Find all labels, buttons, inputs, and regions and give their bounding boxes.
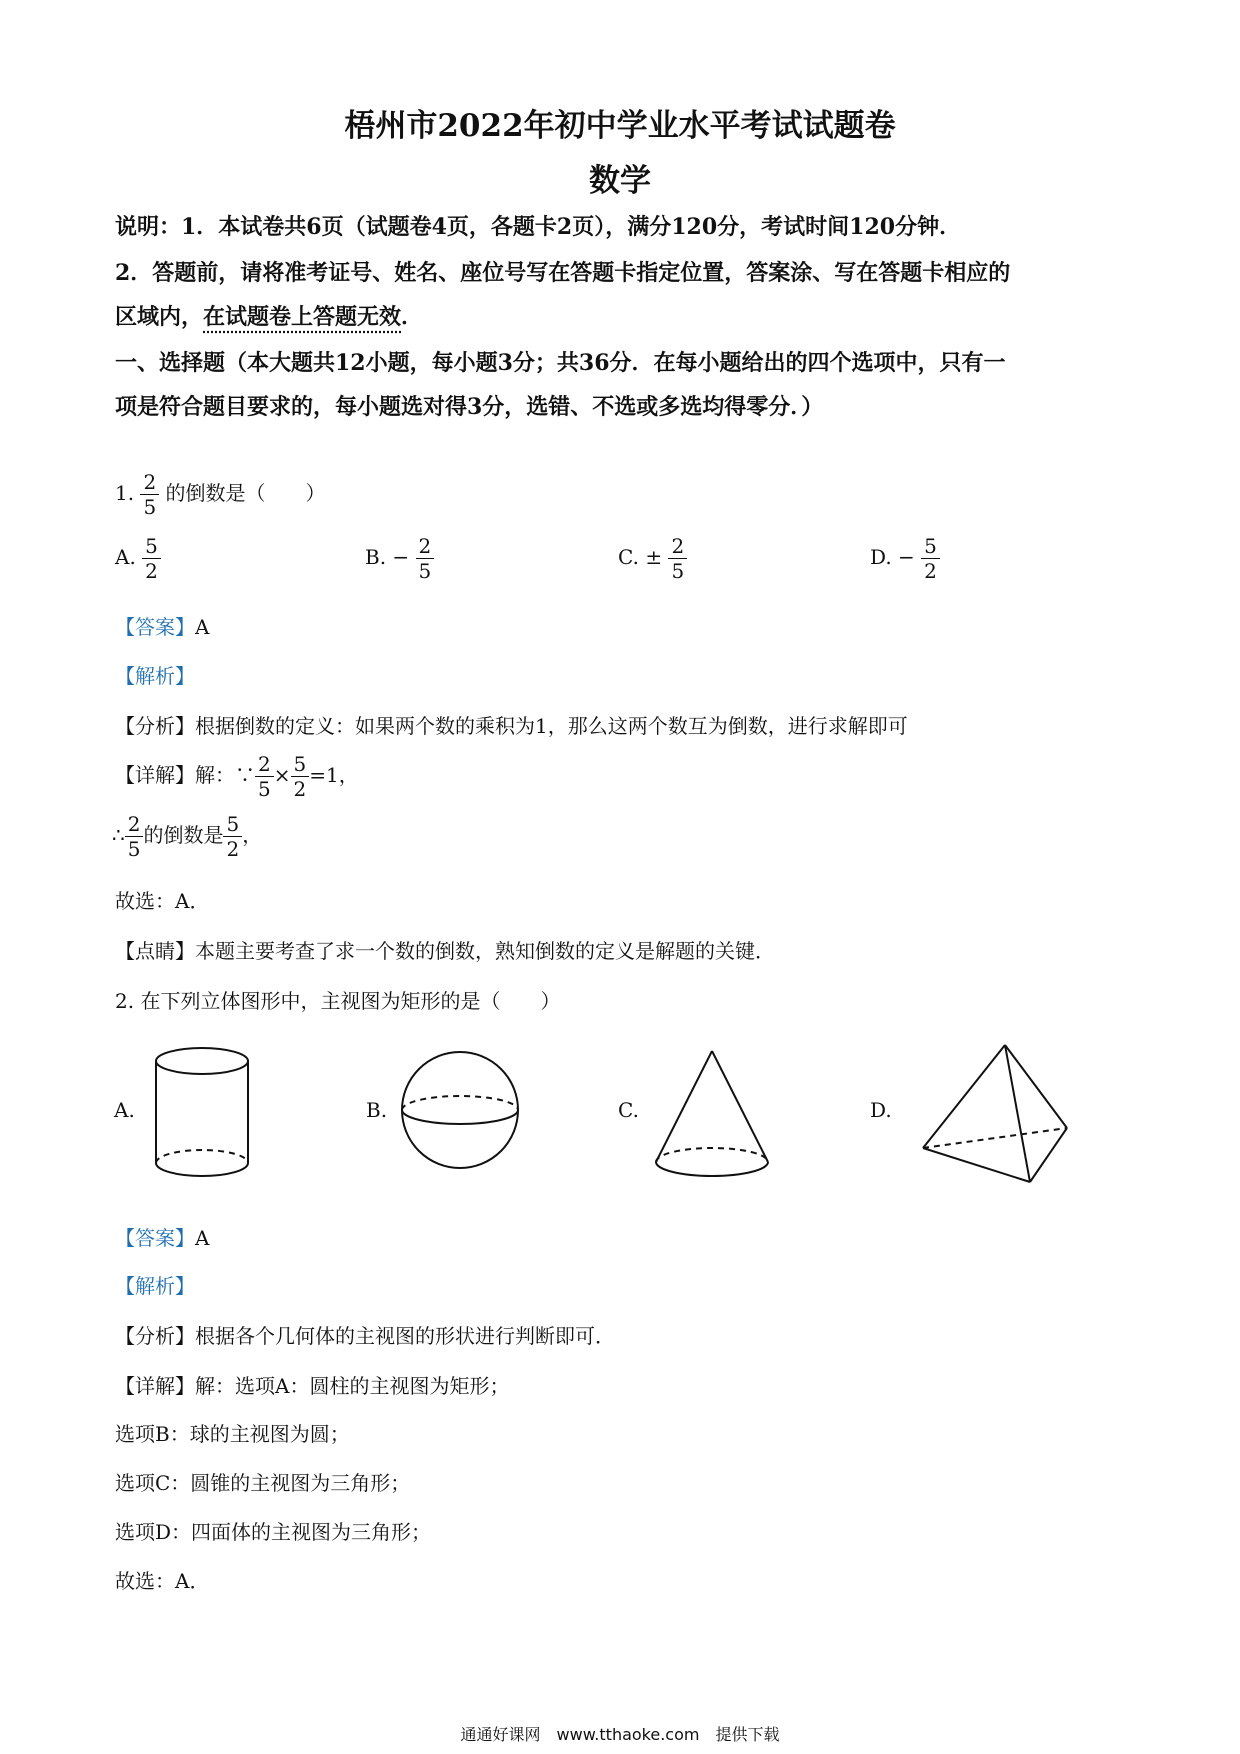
option-fraction bbox=[668, 534, 687, 583]
fraction-numerator: 5 bbox=[223, 812, 242, 837]
cone-figure bbox=[650, 1045, 775, 1180]
option-sign: − bbox=[898, 545, 915, 569]
q2-option-d-detail: 选项D：四面体的主视图为三角形； bbox=[115, 1520, 432, 1544]
xiangjie-prefix: 【详解】解：∵ bbox=[115, 763, 255, 787]
q2-option-c-detail: 选项C：圆锥的主视图为三角形； bbox=[115, 1471, 411, 1495]
fraction-denominator: 5 bbox=[127, 837, 141, 861]
note-2-line-1: 2．答题前，请将准考证号、姓名、座位号写在答题卡指定位置，答案涂、写在答题卡相应的 bbox=[115, 260, 1011, 286]
comma: ， bbox=[242, 823, 263, 847]
q2-analysis-tag: 【解析】 bbox=[115, 1274, 195, 1298]
q2-option-b-label: B. bbox=[366, 1098, 388, 1122]
question-1-fraction bbox=[140, 470, 159, 519]
answer-value: A bbox=[195, 1226, 210, 1250]
q2-answer bbox=[115, 1222, 209, 1251]
fraction-numerator: 5 bbox=[142, 534, 161, 559]
q1-option-b bbox=[365, 534, 434, 583]
q1-xiangjie bbox=[115, 752, 359, 801]
answer-tag: 【答案】 bbox=[115, 1226, 195, 1250]
sphere-figure bbox=[398, 1048, 523, 1173]
q2-fenxi: 【分析】根据各个几何体的主视图的形状进行判断即可． bbox=[115, 1324, 615, 1348]
q1-dianjing: 【点睛】本题主要考查了求一个数的倒数，熟知倒数的定义是解题的关键． bbox=[115, 939, 775, 963]
xiangjie-fraction-2 bbox=[291, 752, 310, 801]
q1-analysis-tag: 【解析】 bbox=[115, 664, 195, 688]
fraction-numerator: 5 bbox=[291, 752, 310, 777]
fraction-denominator: 5 bbox=[143, 495, 157, 519]
therefore-sign: ∴ bbox=[112, 823, 125, 847]
fraction-numerator: 2 bbox=[140, 470, 159, 495]
q2-option-b-detail: 选项B：球的主视图为圆； bbox=[115, 1422, 350, 1446]
option-fraction bbox=[416, 534, 435, 583]
note-1: 说明：1．本试卷共6页（试题卷4页，各题卡2页），满分120分，考试时间120分钟． bbox=[115, 214, 962, 240]
fraction-numerator: 2 bbox=[255, 752, 274, 777]
therefore-fraction-2 bbox=[223, 812, 242, 861]
q1-option-c bbox=[618, 534, 687, 583]
q2-choose: 故选：A． bbox=[115, 1569, 210, 1593]
equals-one: =1， bbox=[309, 763, 359, 787]
answer-tag: 【答案】 bbox=[115, 615, 195, 639]
q2-xiangjie: 【详解】解：选项A：圆柱的主视图为矩形； bbox=[115, 1374, 510, 1398]
q2-option-a-label: A. bbox=[114, 1098, 135, 1122]
q1-choose: 故选：A． bbox=[115, 889, 210, 913]
fraction-denominator: 5 bbox=[418, 559, 432, 583]
q1-answer bbox=[115, 611, 209, 640]
fraction-denominator: 2 bbox=[293, 777, 307, 801]
therefore-fraction-1 bbox=[125, 812, 144, 861]
note-2-emphasis: 在试题卷上答题无效 bbox=[203, 304, 402, 330]
question-2-stem: 2. 在下列立体图形中，主视图为矩形的是（ ） bbox=[115, 989, 561, 1013]
fraction-denominator: 5 bbox=[258, 777, 271, 801]
fraction-denominator: 5 bbox=[671, 559, 685, 583]
option-label: C. bbox=[618, 545, 639, 569]
reciprocal-text: 的倒数是 bbox=[143, 823, 224, 847]
section-1-line-2: 项是符合题目要求的，每小题选对得3分，选错、不选或多选均得零分．） bbox=[115, 394, 824, 420]
times-sign: × bbox=[273, 763, 291, 787]
cylinder-figure bbox=[150, 1045, 255, 1180]
q2-option-d-label: D. bbox=[870, 1098, 892, 1122]
fraction-denominator: 2 bbox=[924, 559, 937, 583]
fraction-denominator: 2 bbox=[226, 837, 240, 861]
fraction-numerator: 5 bbox=[921, 534, 940, 559]
question-1-number: 1. bbox=[115, 481, 135, 505]
xiangjie-fraction-1 bbox=[255, 752, 274, 801]
option-sign: − bbox=[392, 545, 410, 569]
page-title: 梧州市2022年初中学业水平考试试题卷 bbox=[344, 108, 896, 144]
question-1-text: 的倒数是（ ） bbox=[165, 481, 326, 505]
note-2-line-2 bbox=[115, 300, 423, 331]
fraction-numerator: 2 bbox=[125, 812, 144, 837]
note-2-line-2-a: 区域内， bbox=[115, 304, 204, 330]
option-label: D. bbox=[870, 545, 892, 569]
q2-option-c-label: C. bbox=[618, 1098, 639, 1122]
q1-option-a bbox=[115, 534, 161, 583]
option-sign: ± bbox=[645, 545, 663, 569]
answer-value: A bbox=[195, 615, 210, 639]
fraction-numerator: 2 bbox=[668, 534, 687, 559]
footer-text: 通通好课网 www.tthaoke.com 提供下载 bbox=[460, 1725, 780, 1744]
subject-title: 数学 bbox=[589, 163, 651, 199]
q1-option-d bbox=[870, 534, 940, 583]
q1-fenxi: 【分析】根据倒数的定义：如果两个数的乘积为1，那么这两个数互为倒数，进行求解即可 bbox=[115, 714, 908, 738]
option-label: B. bbox=[365, 545, 387, 569]
question-1-stem bbox=[115, 470, 326, 519]
option-fraction bbox=[921, 534, 940, 583]
option-fraction bbox=[142, 534, 161, 583]
option-label: A. bbox=[115, 545, 136, 569]
note-2-line-2-c: ． bbox=[401, 304, 424, 330]
fraction-numerator: 2 bbox=[416, 534, 435, 559]
section-1-line-1: 一、选择题（本大题共12小题，每小题3分；共36分．在每小题给出的四个选项中，只有一 bbox=[115, 350, 1006, 376]
fraction-denominator: 2 bbox=[145, 559, 158, 583]
tetrahedron-figure bbox=[915, 1040, 1075, 1190]
q1-therefore bbox=[112, 812, 262, 861]
